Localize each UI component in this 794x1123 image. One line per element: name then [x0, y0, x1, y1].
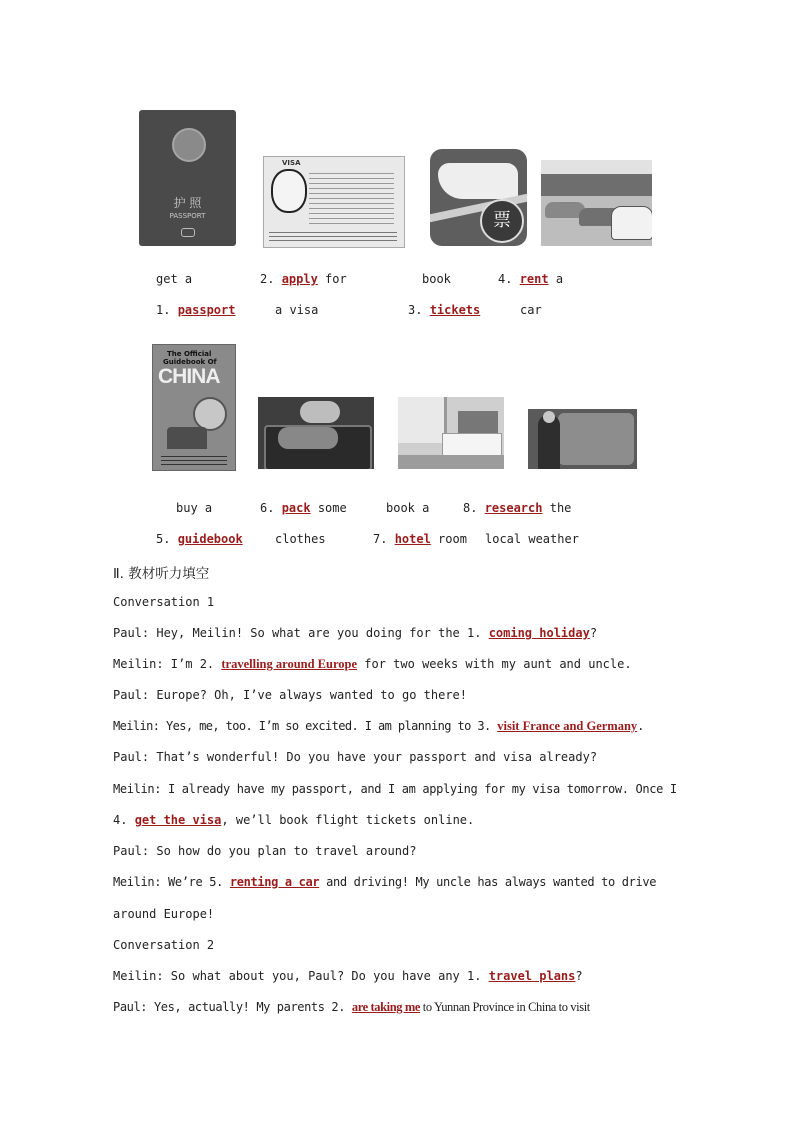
item-number: 5. [156, 532, 171, 546]
conv1-line-6: Meilin: I already have my passport, and I am applying for my visa tomorrow. Once I [113, 782, 677, 796]
conversation-2-title: Conversation 2 [113, 938, 215, 952]
temple-icon [167, 427, 207, 449]
item-5-bottom [156, 532, 243, 546]
item-number: 4. [498, 272, 513, 286]
item-7-top: book a [386, 501, 430, 515]
item-number: 6. [260, 501, 275, 515]
item-8-bottom: local weather [485, 532, 579, 546]
hands-shape [300, 401, 340, 423]
answer-travelling-around-europe: travelling around Europe [221, 657, 358, 671]
answer-rent: rent [519, 272, 549, 286]
emblem-icon [172, 128, 206, 162]
item-3-top: book [422, 272, 451, 286]
answer-hotel: hotel [394, 532, 431, 546]
train-ticket-image [430, 149, 527, 246]
item-number: 3. [408, 303, 423, 317]
cars-image [541, 160, 652, 246]
section-title: Ⅱ. 教材听力填空 [113, 566, 210, 582]
item-8-top [463, 501, 571, 515]
answer-tickets: tickets [429, 303, 481, 317]
map-area [558, 413, 634, 465]
packing-image [258, 397, 374, 469]
answer-travel-plans: travel plans [488, 969, 576, 983]
answer-get-the-visa: get the visa [134, 813, 222, 827]
guidebook-line1: The Official [167, 350, 212, 358]
answer-apply: apply [281, 272, 318, 286]
item-number: 8. [463, 501, 478, 515]
conv1-line-8: Paul: So how do you plan to travel around? [113, 844, 417, 858]
ticket-badge: 票 [480, 199, 524, 243]
clothes-shape [278, 427, 338, 449]
chip-icon [181, 228, 195, 237]
passport-label: PASSPORT [169, 212, 206, 220]
guidebook-image [152, 344, 236, 471]
conv2-line-2: Paul: Yes, actually! My parents 2. are taking me to Yunnan Province in China to visit [113, 1000, 590, 1014]
passport-image [139, 110, 236, 246]
car-shape [611, 206, 652, 240]
item-3-bottom [408, 303, 480, 317]
answer-renting-a-car: renting a car [229, 875, 320, 889]
item-4-bottom: car [520, 303, 542, 317]
item-text: some [317, 501, 347, 515]
item-text: the [549, 501, 572, 515]
visa-image [263, 156, 405, 248]
conv1-line-5: Paul: That’s wonderful! Do you have your passport and visa already? [113, 750, 598, 764]
globe-icon [193, 397, 227, 431]
item-text: for [325, 272, 347, 286]
conv1-line-10: around Europe! [113, 907, 215, 921]
item-number: 7. [373, 532, 388, 546]
item-number: 1. [156, 303, 171, 317]
item-2-bottom: a visa [275, 303, 319, 317]
item-2-top [260, 272, 347, 286]
answer-passport: passport [177, 303, 236, 317]
item-5-top: buy a [176, 501, 213, 515]
item-7-bottom [373, 532, 467, 546]
answer-research: research [484, 501, 543, 515]
item-1-bottom [156, 303, 235, 317]
conv1-line-9: Meilin: We’re 5. renting a car and driving! My uncle has always wanted to drive [113, 875, 657, 889]
conv1-line-1: Paul: Hey, Meilin! So what are you doing for the 1. coming holiday? [113, 626, 598, 640]
guidebook-footer [161, 453, 227, 465]
visa-label: VISA [282, 159, 301, 167]
weather-report-image [528, 409, 637, 469]
visa-text-block [309, 169, 394, 224]
answer-visit-france-and-germany: visit France and Germany [497, 719, 638, 733]
passport-title: 护 照 [173, 196, 202, 210]
item-text: room [438, 532, 467, 546]
conv1-line-2: Meilin: I’m 2. travelling around Europe for two weeks with my aunt and uncle. [113, 657, 632, 671]
floor-area [398, 455, 504, 469]
answer-pack: pack [281, 501, 311, 515]
headboard-shape [458, 411, 498, 435]
conv1-line-4: Meilin: Yes, me, too. I’m so excited. I am planning to 3. visit France and Germany. [113, 719, 645, 733]
guidebook-line2: Guidebook Of [163, 358, 217, 366]
conv2-line-1: Meilin: So what about you, Paul? Do you have any 1. travel plans? [113, 969, 583, 983]
panda-icon [271, 169, 307, 213]
hotel-room-image [398, 397, 504, 469]
conversation-1-title: Conversation 1 [113, 595, 215, 609]
train-icon [438, 163, 518, 199]
window-area [398, 397, 447, 443]
item-6-top [260, 501, 347, 515]
answer-guidebook: guidebook [177, 532, 243, 546]
answer-coming-holiday: coming holiday [488, 626, 590, 640]
visa-mrz [269, 229, 397, 241]
item-number: 2. [260, 272, 275, 286]
item-1-top: get a [156, 272, 193, 286]
bed-shape [442, 433, 502, 457]
item-6-bottom: clothes [275, 532, 326, 546]
guidebook-title: CHINA [158, 365, 220, 388]
answer-are-taking-me: are taking me [351, 1000, 421, 1014]
item-4-top [498, 272, 563, 286]
trees-area [541, 174, 652, 196]
conv1-line-3: Paul: Europe? Oh, I’ve always wanted to go there! [113, 688, 468, 702]
presenter-head [543, 411, 555, 423]
conv1-line-7: 4. get the visa, we’ll book flight tickets online. [113, 813, 475, 827]
presenter-shape [538, 415, 560, 469]
item-text: a [555, 272, 564, 286]
